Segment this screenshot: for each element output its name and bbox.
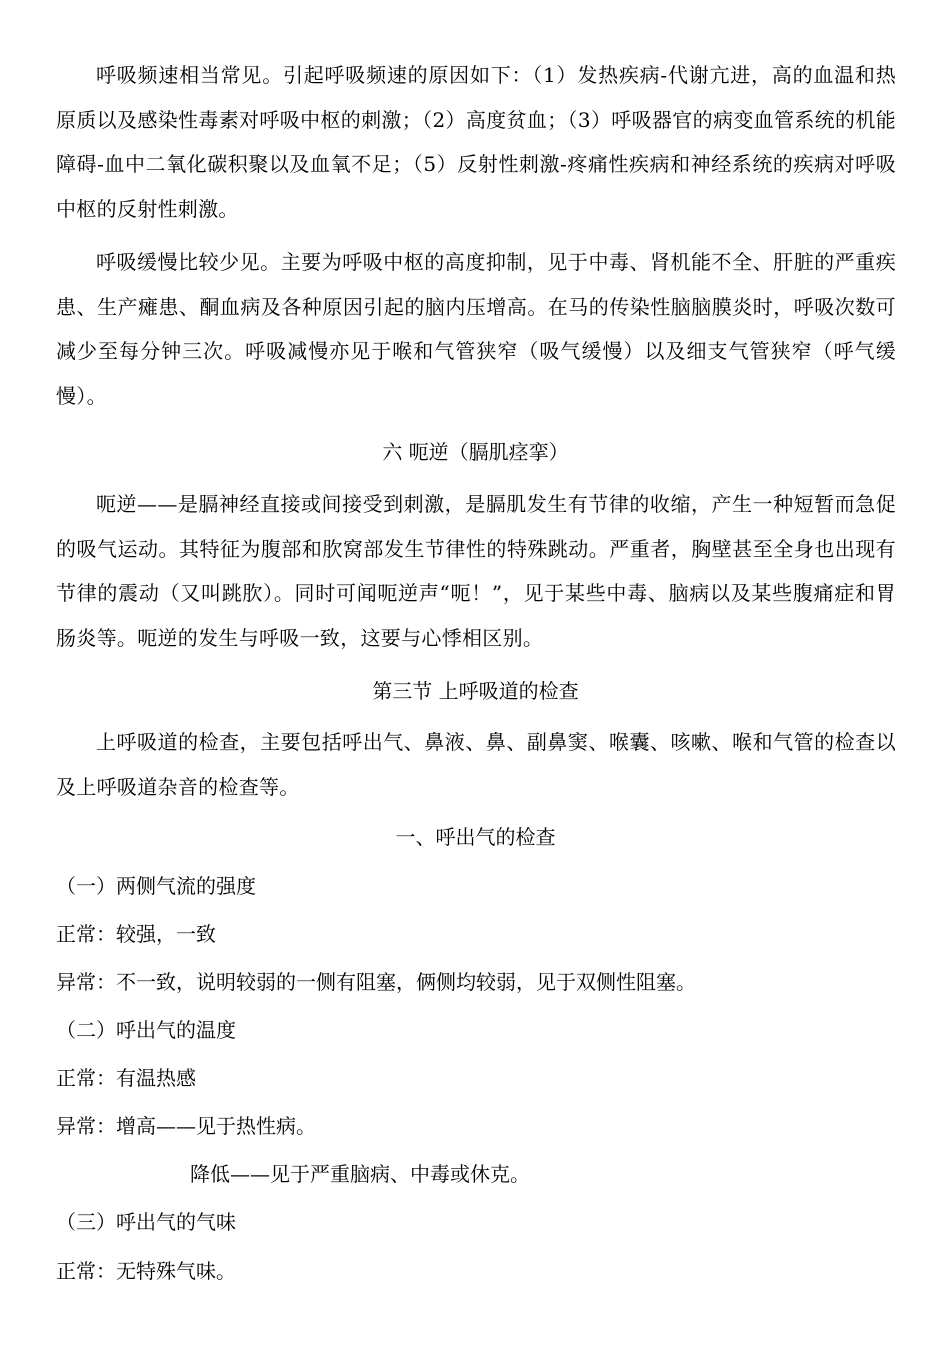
item-normal-temperature: 正常：有温热感 (56, 1066, 196, 1090)
item-heading-temperature: （二）呼出气的温度 (56, 1018, 236, 1042)
paragraph-upper-respiratory: 上呼吸道的检查，主要包括呼出气、鼻液、鼻、副鼻窦、喉囊、咳嗽、喉和气管的检查以及上呼吸道杂音的检查等。 (56, 730, 896, 799)
section-heading-hiccup: 六 呃逆（膈肌痉挛） (382, 440, 569, 464)
item-heading-odor: （三）呼出气的气味 (56, 1210, 236, 1234)
item-normal-odor: 正常：无特殊气味。 (56, 1259, 236, 1283)
paragraph-hiccup: 呃逆——是膈神经直接或间接受到刺激，是膈肌发生有节律的收缩，产生一种短暂而急促的吸气运动。其特征为腹部和肷窝部发生节律性的特殊跳动。严重者，胸壁甚至全身也出现有节律的震动（又叫跳肷）。同时可闻呃逆声“呃！”，见于某些中毒、脑病以及某些腹痛症和胃肠炎等。呃逆的发生与呼吸一致，这要与心悸相区别。 (56, 492, 896, 650)
item-normal-airflow: 正常：较强，一致 (56, 922, 216, 946)
item-abnormal-temperature-high: 异常：增高——见于热性病。 (56, 1114, 316, 1138)
item-abnormal-temperature-low: 降低——见于严重脑病、中毒或休克。 (190, 1162, 530, 1186)
subheading-exhaled-air: 一、呼出气的检查 (395, 825, 556, 849)
paragraph-slow-breathing: 呼吸缓慢比较少见。主要为呼吸中枢的高度抑制，见于中毒、肾机能不全、肝脏的严重疾患、生产瘫患、酮血病及各种原因引起的脑内压增高。在马的传染性脑脑膜炎时，呼吸次数可减少至每分钟三次。呼吸减慢亦见于喉和气管狭窄（吸气缓慢）以及细支气管狭窄（呼气缓慢）。 (56, 250, 896, 408)
paragraph-rapid-breathing: 呼吸频速相当常见。引起呼吸频速的原因如下：（1）发热疾病-代谢亢进，高的血温和热原质以及感染性毒素对呼吸中枢的刺激；（2）高度贫血；（3）呼吸器官的病变血管系统的机能障碍-血中二氧化碳积聚以及血氧不足；（5）反射性刺激-疼痛性疾病和神经系统的疾病对呼吸中枢的反射性刺激。 (56, 63, 896, 221)
item-abnormal-airflow: 异常：不一致，说明较弱的一侧有阻塞，俩侧均较弱，见于双侧性阻塞。 (56, 970, 696, 994)
item-heading-airflow-strength: （一）两侧气流的强度 (56, 874, 256, 898)
section-heading-upper-respiratory: 第三节 上呼吸道的检查 (372, 679, 579, 703)
